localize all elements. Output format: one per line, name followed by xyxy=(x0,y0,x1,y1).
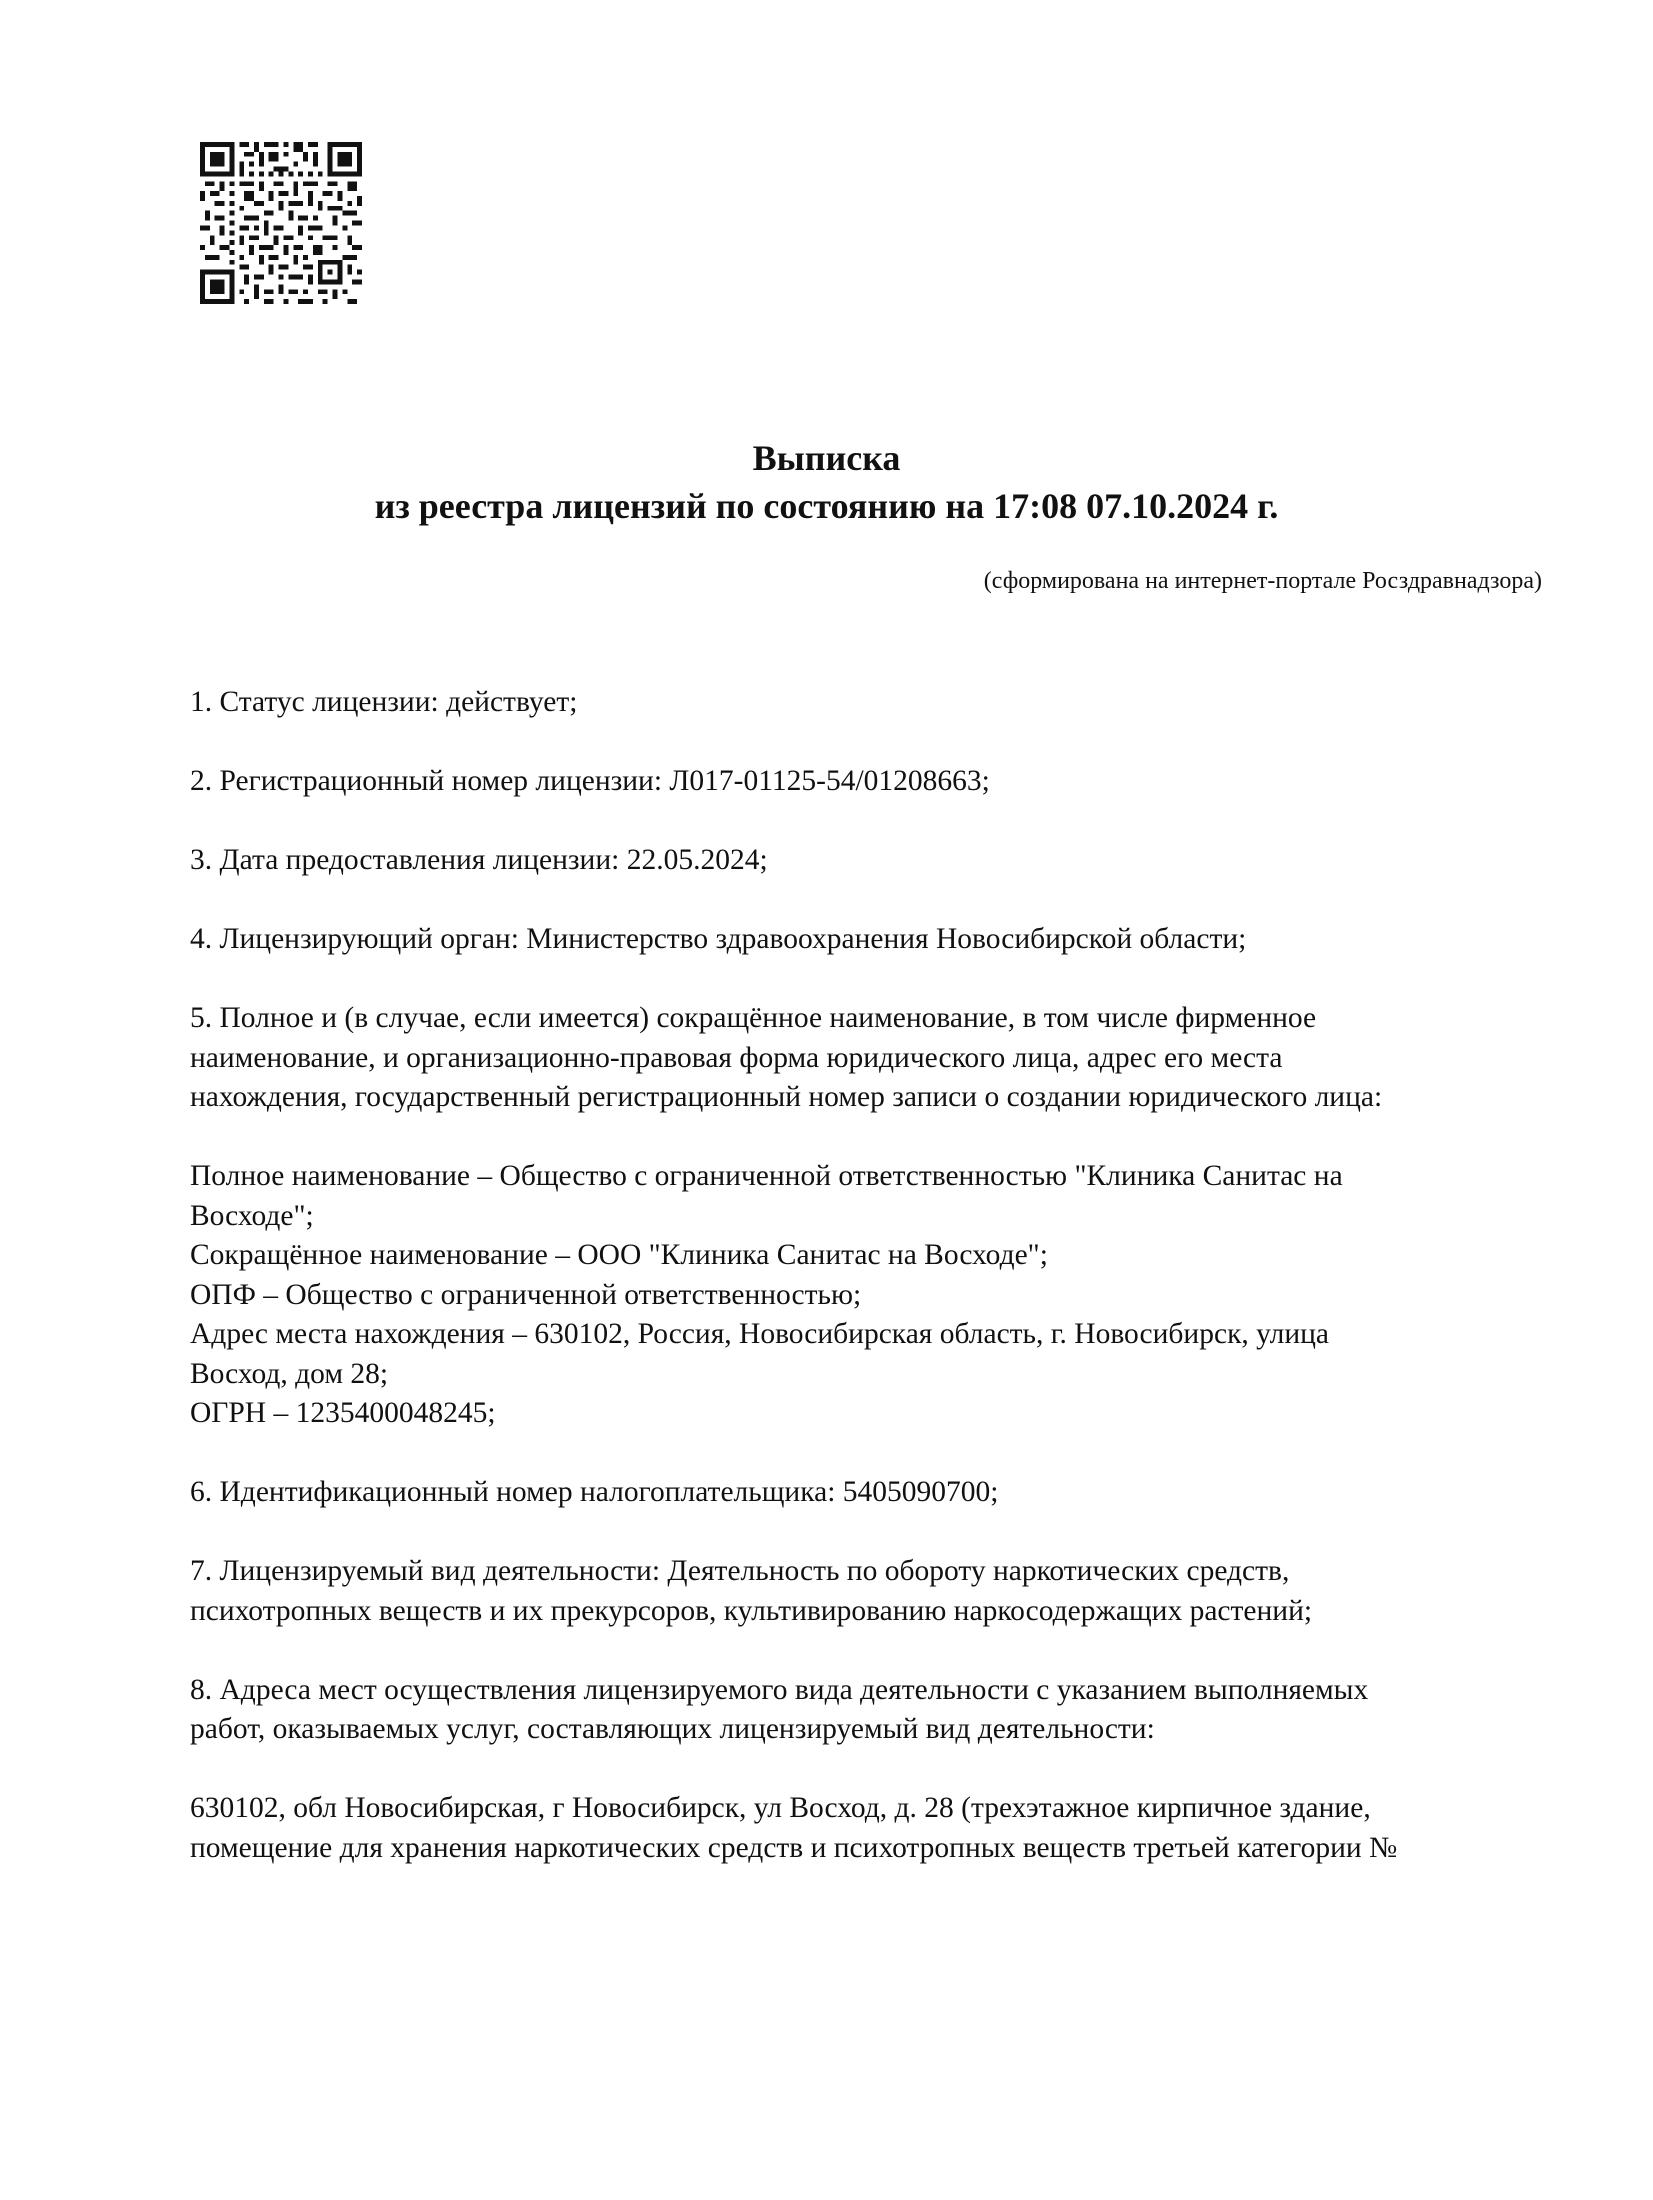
item-licensing-body xyxy=(190,920,1535,960)
item-text-line: нахождения, государственный регистрационный номер записи о создании юридического лица: xyxy=(190,1081,1383,1113)
item-text: 6. Идентификационный номер налогоплательщика: 5405090700; xyxy=(190,1476,999,1508)
item-text: 2. Регистрационный номер лицензии: Л017-01125-54/01208663; xyxy=(190,765,990,797)
address-line: Восход, дом 28; xyxy=(190,1357,389,1390)
item-entity-details xyxy=(190,1157,1535,1434)
item-entity-names-intro xyxy=(190,999,1535,1118)
full-name-line: Восходе"; xyxy=(190,1199,314,1232)
short-name-line: Сокращённое наименование – ООО "Клиника Санитас на Восходе"; xyxy=(190,1239,1048,1271)
item-text-line: психотропных веществ и их прекурсоров, культивированию наркосодержащих растений; xyxy=(190,1594,1313,1627)
ogrn-line: ОГРН – 1235400048245; xyxy=(190,1397,496,1429)
full-name-line: Полное наименование – Общество с ограниченной ответственностью "Клиника Санитас на xyxy=(190,1160,1343,1192)
legal-form-line: ОПФ – Общество с ограниченной ответственностью; xyxy=(190,1278,862,1311)
address-line: Адрес места нахождения – 630102, Россия, Новосибирская область, г. Новосибирск, улица xyxy=(190,1318,1329,1350)
qr-code-icon xyxy=(200,142,362,304)
item-activity-addresses-intro xyxy=(190,1671,1535,1750)
item-text-line: 8. Адреса мест осуществления лицензируемого вида деятельности с указанием выполняемых xyxy=(190,1673,1369,1706)
document-subtitle: из реестра лицензий по состоянию на 17:08 07.10.2024 г. xyxy=(374,486,1279,526)
document-title: Выписка xyxy=(752,438,901,478)
item-text-line: наименование, и организационно-правовая форма юридического лица, адрес его места xyxy=(190,1041,1283,1074)
item-text-line: 7. Лицензируемый вид деятельности: Деятельность по обороту наркотических средств, xyxy=(190,1555,1290,1587)
item-text: 1. Статус лицензии: действует; xyxy=(190,686,578,718)
item-text: 4. Лицензирующий орган: Министерство здравоохранения Новосибирской области; xyxy=(190,923,1247,955)
item-date-granted xyxy=(190,841,1535,881)
item-activity-address-detail xyxy=(190,1789,1535,1868)
item-text-line: помещение для хранения наркотических средств и психотропных веществ третьей категории № xyxy=(190,1831,1398,1864)
item-text-line: 630102, обл Новосибирская, г Новосибирск, ул Восход, д. 28 (трехэтажное кирпичное здание, xyxy=(190,1792,1371,1824)
document-body xyxy=(190,683,1535,1908)
item-licensed-activity xyxy=(190,1552,1535,1631)
item-text-line: 5. Полное и (в случае, если имеется) сокращённое наименование, в том числе фирменное xyxy=(190,1002,1317,1034)
item-text: 3. Дата предоставления лицензии: 22.05.2024; xyxy=(190,844,768,876)
item-text-line: работ, оказываемых услуг, составляющих лицензируемый вид деятельности: xyxy=(190,1713,1155,1745)
source-note: (сформирована на интернет-портале Росздравнадзора) xyxy=(983,568,1542,594)
item-license-status xyxy=(190,683,1535,723)
item-registration-number xyxy=(190,762,1535,802)
item-inn xyxy=(190,1473,1535,1513)
